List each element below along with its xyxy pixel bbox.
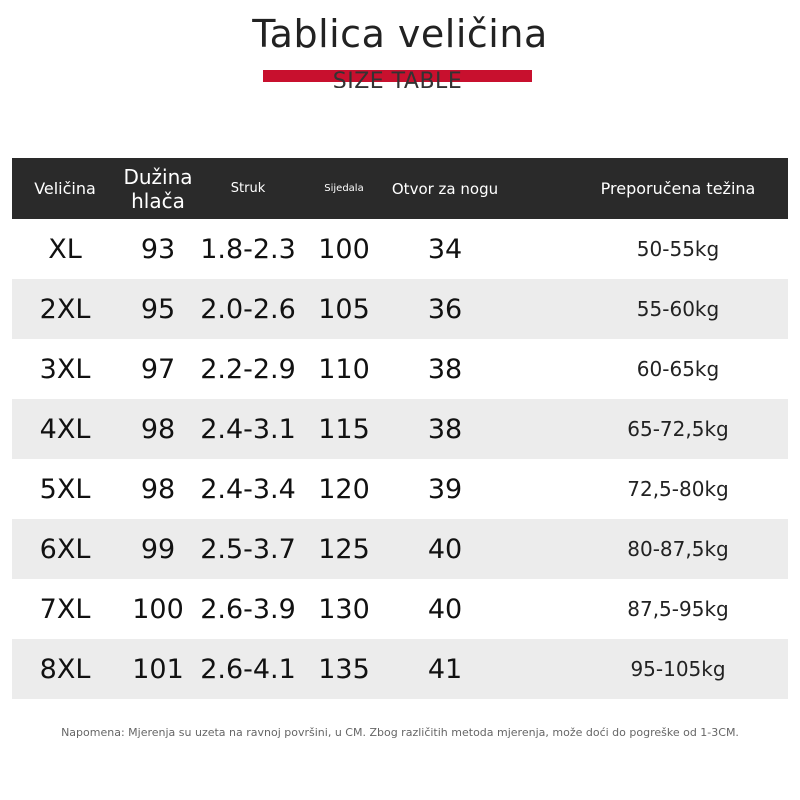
cell-recommended-weight: 55-60kg: [636, 297, 720, 321]
column-header-seat: Sijedala: [324, 182, 364, 194]
cell-leg-opening: 40: [427, 593, 463, 625]
column-header-recommended-weight: Preporučena težina: [600, 178, 756, 198]
cell-waist: 2.6-4.1: [200, 653, 296, 685]
cell-pants-length: 99: [140, 533, 176, 565]
column-header-size: Veličina: [34, 178, 96, 198]
table-row: [12, 459, 788, 519]
cell-recommended-weight: 72,5-80kg: [627, 477, 729, 501]
cell-waist: 1.8-2.3: [200, 233, 296, 265]
size-table: [12, 158, 788, 699]
cell-recommended-weight: 65-72,5kg: [627, 417, 729, 441]
table-row: [12, 219, 788, 279]
cell-pants-length: 101: [132, 653, 184, 685]
cell-size: 4XL: [39, 413, 91, 445]
table-row: [12, 579, 788, 639]
cell-leg-opening: 38: [427, 413, 463, 445]
cell-recommended-weight: 60-65kg: [636, 357, 720, 381]
cell-pants-length: 97: [140, 353, 176, 385]
table-row: [12, 279, 788, 339]
cell-size: 7XL: [39, 593, 91, 625]
cell-leg-opening: 38: [427, 353, 463, 385]
table-row: [12, 519, 788, 579]
cell-seat: 110: [318, 353, 370, 385]
cell-waist: 2.2-2.9: [200, 353, 296, 385]
cell-seat: 120: [318, 473, 370, 505]
table-row: [12, 639, 788, 699]
cell-seat: 115: [318, 413, 370, 445]
cell-recommended-weight: 80-87,5kg: [627, 537, 729, 561]
cell-leg-opening: 34: [427, 233, 463, 265]
cell-size: 2XL: [39, 293, 91, 325]
cell-leg-opening: 41: [427, 653, 463, 685]
cell-waist: 2.6-3.9: [200, 593, 296, 625]
table-row: [12, 399, 788, 459]
cell-waist: 2.4-3.4: [200, 473, 296, 505]
cell-size: 6XL: [39, 533, 91, 565]
measurement-note: Napomena: Mjerenja su uzeta na ravnoj površini, u CM. Zbog različitih metoda mjerenja, može doći do pogreške od 1-3CM.: [61, 726, 739, 739]
cell-size: XL: [48, 233, 82, 265]
table-body: [12, 219, 788, 699]
cell-recommended-weight: 87,5-95kg: [627, 597, 729, 621]
cell-pants-length: 98: [140, 473, 176, 505]
cell-size: 3XL: [39, 353, 91, 385]
table-row: [12, 339, 788, 399]
cell-seat: 130: [318, 593, 370, 625]
cell-leg-opening: 36: [427, 293, 463, 325]
cell-size: 5XL: [39, 473, 91, 505]
cell-waist: 2.5-3.7: [200, 533, 296, 565]
cell-seat: 105: [318, 293, 370, 325]
cell-seat: 135: [318, 653, 370, 685]
cell-recommended-weight: 50-55kg: [636, 237, 720, 261]
column-header-leg-opening: Otvor za nogu: [391, 179, 499, 198]
column-header-pants-length: Dužina hlača: [123, 164, 193, 213]
cell-leg-opening: 39: [427, 473, 463, 505]
column-header-waist: Struk: [230, 180, 266, 196]
cell-waist: 2.0-2.6: [200, 293, 296, 325]
table-header: [12, 158, 788, 219]
cell-pants-length: 98: [140, 413, 176, 445]
cell-recommended-weight: 95-105kg: [630, 657, 726, 681]
cell-seat: 125: [318, 533, 370, 565]
cell-waist: 2.4-3.1: [200, 413, 296, 445]
page-subtitle: SIZE TABLE: [332, 69, 463, 88]
cell-pants-length: 100: [132, 593, 184, 625]
cell-pants-length: 95: [140, 293, 176, 325]
cell-size: 8XL: [39, 653, 91, 685]
cell-pants-length: 93: [140, 233, 176, 265]
cell-seat: 100: [318, 233, 370, 265]
page-title: Tablica veličina: [252, 12, 548, 56]
cell-leg-opening: 40: [427, 533, 463, 565]
